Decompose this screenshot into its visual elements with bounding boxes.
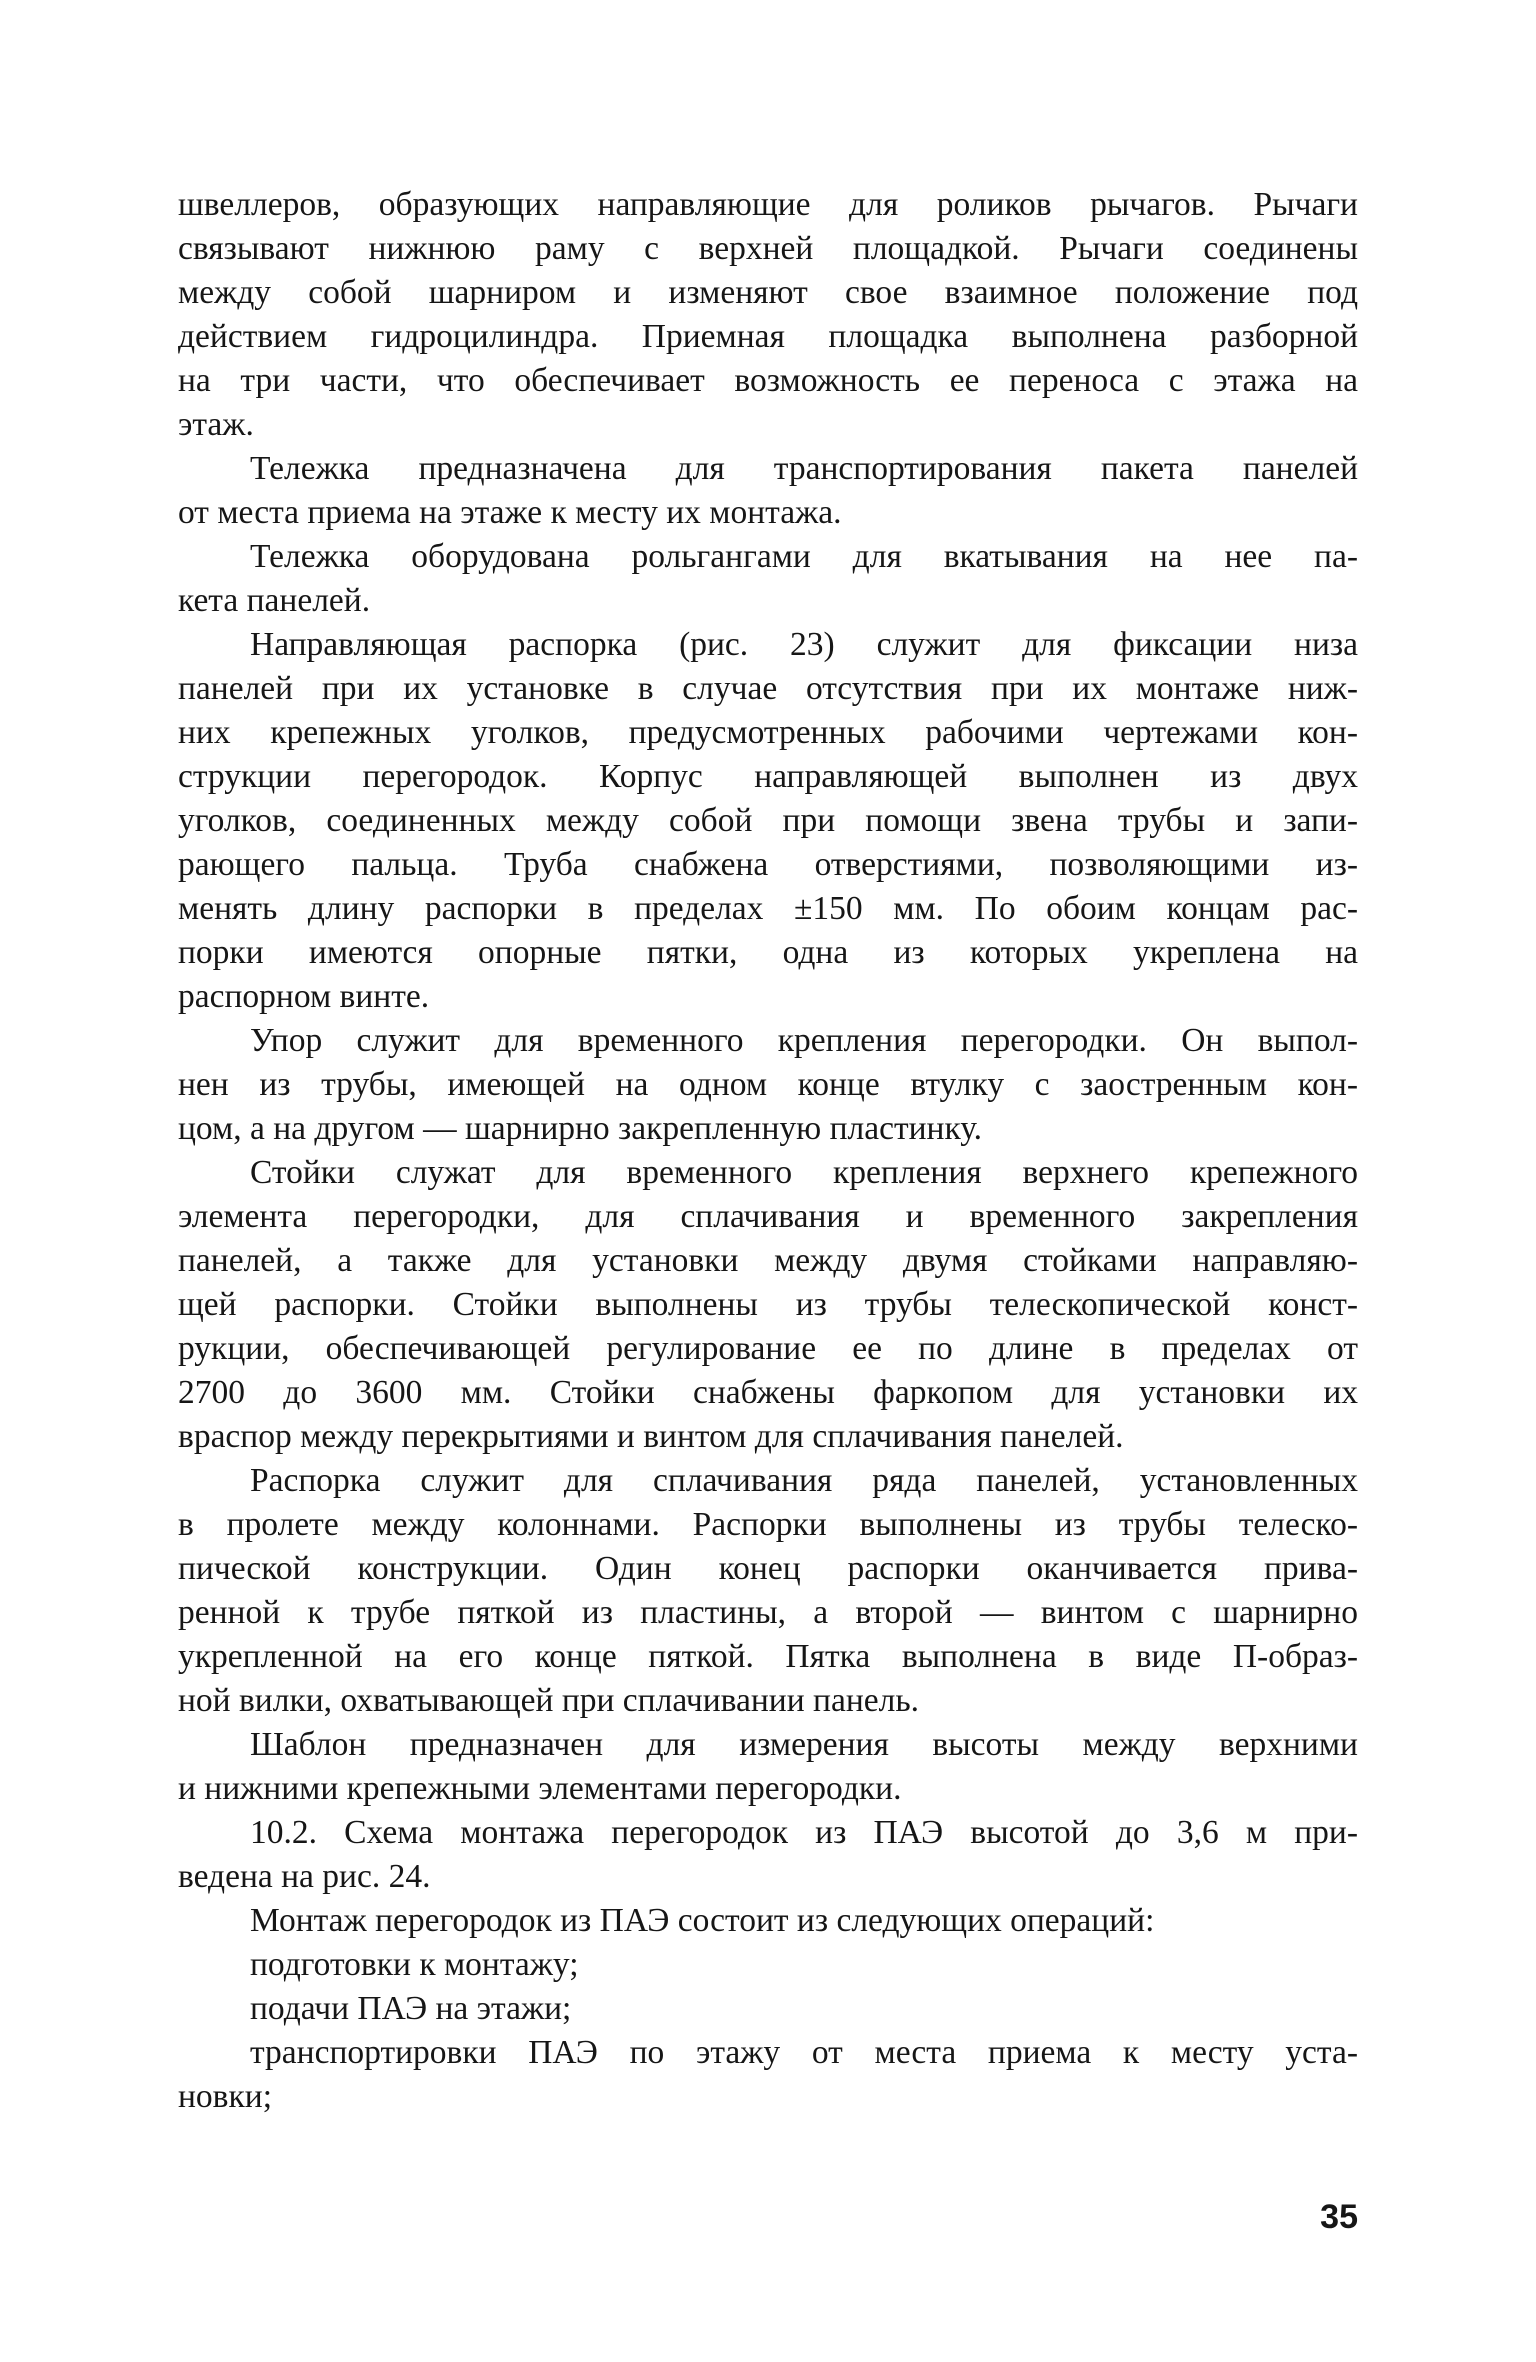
- text-line: между собой шарниром и изменяют свое взаимное положение под: [178, 274, 1358, 311]
- text-line: от места приема на этаже к месту их монтажа.: [178, 494, 842, 531]
- text-line: ной вилки, охватывающей при сплачивании панель.: [178, 1682, 919, 1719]
- text-line: панелей, а также для установки между двумя стойками направляю-: [178, 1242, 1358, 1279]
- text-line: на три части, что обеспечивает возможность ее переноса с этажа на: [178, 362, 1358, 399]
- text-line: распорном винте.: [178, 978, 430, 1015]
- text-line: действием гидроцилиндра. Приемная площадка выполнена разборной: [178, 318, 1358, 355]
- text-line: Направляющая распорка (рис. 23) служит для фиксации низа: [250, 626, 1358, 663]
- text-line: кета панелей.: [178, 582, 371, 619]
- body-text: [178, 183, 1358, 2119]
- text-line: Упор служит для временного крепления перегородки. Он выпол-: [250, 1022, 1358, 1059]
- text-line: элемента перегородки, для сплачивания и временного закрепления: [178, 1198, 1358, 1235]
- text-line: транспортировки ПАЭ по этажу от места приема к месту уста-: [250, 2034, 1358, 2071]
- text-line: цом, а на другом — шарнирно закрепленную пластинку.: [178, 1110, 983, 1147]
- text-line: струкции перегородок. Корпус направляющей выполнен из двух: [178, 758, 1358, 795]
- text-line: в пролете между колоннами. Распорки выполнены из трубы телеско-: [178, 1506, 1358, 1543]
- text-line: щей распорки. Стойки выполнены из трубы телескопической конст-: [178, 1286, 1358, 1323]
- text-line: порки имеются опорные пятки, одна из которых укреплена на: [178, 934, 1358, 971]
- text-line: пической конструкции. Один конец распорки оканчивается прива-: [178, 1550, 1358, 1587]
- text-line: подачи ПАЭ на этажи;: [250, 1990, 572, 2027]
- text-line: этаж.: [178, 406, 254, 443]
- text-line: рающего пальца. Труба снабжена отверстиями, позволяющими из-: [178, 846, 1358, 883]
- text-line: 10.2. Схема монтажа перегородок из ПАЭ высотой до 3,6 м при-: [250, 1814, 1358, 1851]
- text-line: рукции, обеспечивающей регулирование ее по длине в пределах от: [178, 1330, 1358, 1367]
- text-line: Распорка служит для сплачивания ряда панелей, установленных: [250, 1462, 1358, 1499]
- text-line: 2700 до 3600 мм. Стойки снабжены фаркопом для установки их: [178, 1374, 1358, 1411]
- text-line: них крепежных уголков, предусмотренных рабочими чертежами кон-: [178, 714, 1358, 751]
- text-line: подготовки к монтажу;: [250, 1946, 579, 1983]
- text-line: ренной к трубе пяткой из пластины, а второй — винтом с шарнирно: [178, 1594, 1358, 1631]
- text-line: уголков, соединенных между собой при помощи звена трубы и запи-: [178, 802, 1358, 839]
- text-line: Стойки служат для временного крепления верхнего крепежного: [250, 1154, 1358, 1191]
- text-line: Тележка оборудована рольгангами для вкатывания на нее па-: [250, 538, 1358, 575]
- text-line: укрепленной на его конце пяткой. Пятка выполнена в виде П-образ-: [178, 1638, 1358, 1675]
- page-number: 35: [1320, 2198, 1358, 2236]
- text-line: враспор между перекрытиями и винтом для сплачивания панелей.: [178, 1418, 1124, 1455]
- text-line: Монтаж перегородок из ПАЭ состоит из следующих операций:: [250, 1902, 1155, 1939]
- text-line: ведена на рис. 24.: [178, 1858, 431, 1895]
- text-line: менять длину распорки в пределах ±150 мм. По обоим концам рас-: [178, 890, 1358, 927]
- text-line: Шаблон предназначен для измерения высоты между верхними: [250, 1726, 1358, 1763]
- text-line: панелей при их установке в случае отсутствия при их монтаже ниж-: [178, 670, 1358, 707]
- text-line: новки;: [178, 2078, 273, 2115]
- text-line: швеллеров, образующих направляющие для роликов рычагов. Рычаги: [178, 186, 1358, 223]
- text-line: и нижними крепежными элементами перегородки.: [178, 1770, 902, 1807]
- text-line: связывают нижнюю раму с верхней площадкой. Рычаги соединены: [178, 230, 1358, 267]
- text-line: Тележка предназначена для транспортирования пакета панелей: [250, 450, 1358, 487]
- text-line: нен из трубы, имеющей на одном конце втулку с заостренным кон-: [178, 1066, 1358, 1103]
